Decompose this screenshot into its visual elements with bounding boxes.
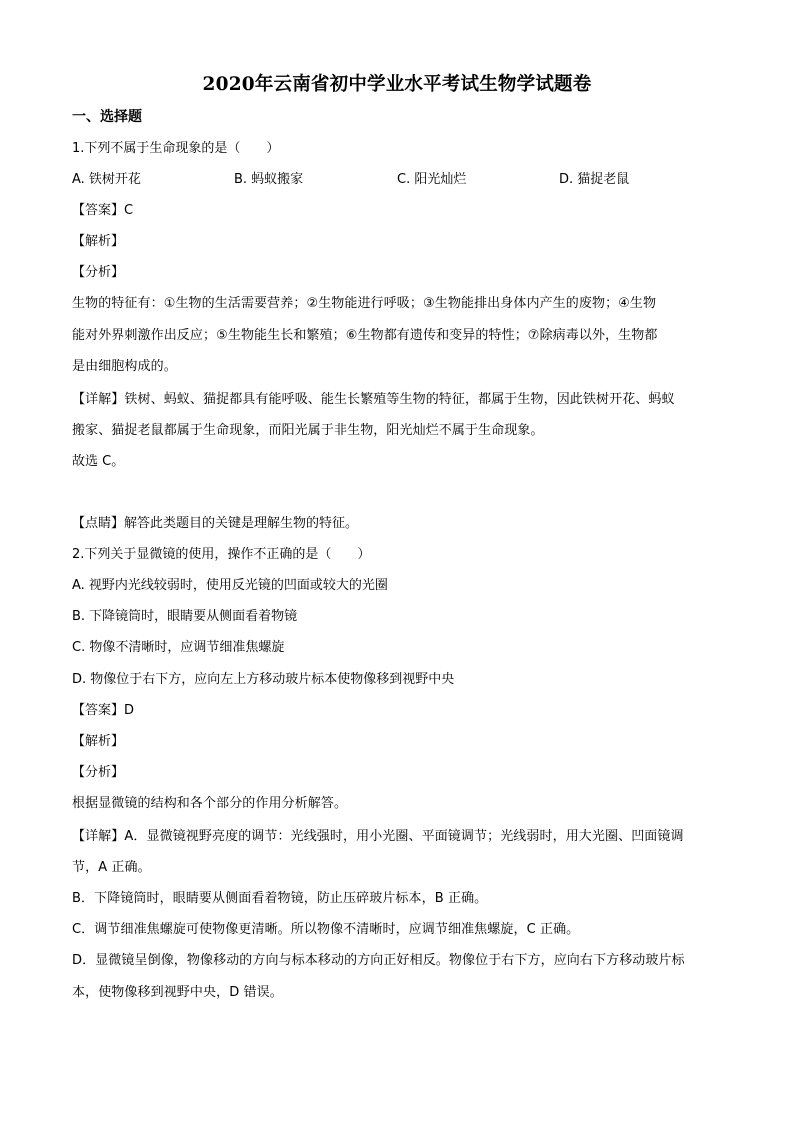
q2-detail-line: C．调节细准焦螺旋可使物像更清晰。所以物像不清晰时，应调节细准焦螺旋，C 正确。 (72, 922, 580, 937)
q1-answer: 【答案】C (72, 203, 134, 218)
q1-option-c: C. 阳光灿烂 (397, 172, 467, 187)
q1-option-d: D. 猫捉老鼠 (559, 172, 630, 187)
q2-detail-line: D．显微镜呈倒像，物像移动的方向与标本移动的方向正好相反。物像位于右下方，应向右下方移动玻片标 (72, 953, 685, 968)
q2-option-b: B. 下降镜筒时，眼睛要从侧面看着物镜 (72, 609, 298, 624)
section-heading: 一、选择题 (72, 109, 142, 125)
q1-analysis-line: 能对外界刺激作出反应；⑤生物能生长和繁殖；⑥生物都有遗传和变异的特性；⑦除病毒以外，生物都 (72, 328, 658, 343)
q1-choose: 故选 C。 (72, 454, 125, 469)
q2-detail-line: 节，A 正确。 (72, 860, 151, 875)
q1-detail-line: 【详解】铁树、蚂蚁、猫捉都具有能呼吸、能生长繁殖等生物的特征，都属于生物，因此铁树开花、蚂蚁 (72, 392, 675, 407)
page-title: 2020年云南省初中学业水平考试生物学试题卷 (202, 74, 592, 95)
q2-option-d: D. 物像位于右下方，应向左上方移动玻片标本使物像移到视野中央 (72, 672, 455, 687)
q1-fenxi-label: 【分析】 (72, 265, 125, 280)
q2-fenxi-label: 【分析】 (72, 765, 125, 780)
q1-dianjing: 【点睛】解答此类题目的关键是理解生物的特征。 (72, 516, 359, 531)
q2-answer: 【答案】D (72, 703, 135, 718)
q1-option-a: A. 铁树开花 (72, 172, 141, 187)
q2-stem: 2.下列关于显微镜的使用，操作不正确的是（ ） (72, 547, 371, 562)
q2-option-c: C. 物像不清晰时，应调节细准焦螺旋 (72, 640, 285, 655)
q2-analysis: 根据显微镜的结构和各个部分的作用分析解答。 (72, 796, 348, 811)
q2-option-a: A. 视野内光线较弱时，使用反光镜的凹面或较大的光圈 (72, 578, 388, 593)
q1-option-b: B. 蚂蚁搬家 (234, 172, 304, 187)
q1-stem: 1.下列不属于生命现象的是（ ） (72, 141, 280, 156)
q2-detail-line: 【详解】A．显微镜视野亮度的调节：光线强时，用小光圈、平面镜调节；光线弱时，用大光圈、凹面镜调 (72, 829, 684, 844)
q1-analysis-line: 是由细胞构成的。 (72, 359, 177, 374)
q1-jiexi-label: 【解析】 (72, 234, 125, 249)
q2-detail-line: 本，使物像移到视野中央，D 错误。 (72, 985, 283, 1000)
q2-detail-line: B．下降镜筒时，眼睛要从侧面看着物镜，防止压碎玻片标本，B 正确。 (72, 891, 488, 906)
q1-analysis-line: 生物的特征有：①生物的生活需要营养；②生物能进行呼吸；③生物能排出身体内产生的废物；④生物 (72, 296, 657, 311)
q1-detail-line: 搬家、猫捉老鼠都属于生命现象，而阳光属于非生物，阳光灿烂不属于生命现象。 (72, 423, 544, 438)
q2-jiexi-label: 【解析】 (72, 734, 125, 749)
